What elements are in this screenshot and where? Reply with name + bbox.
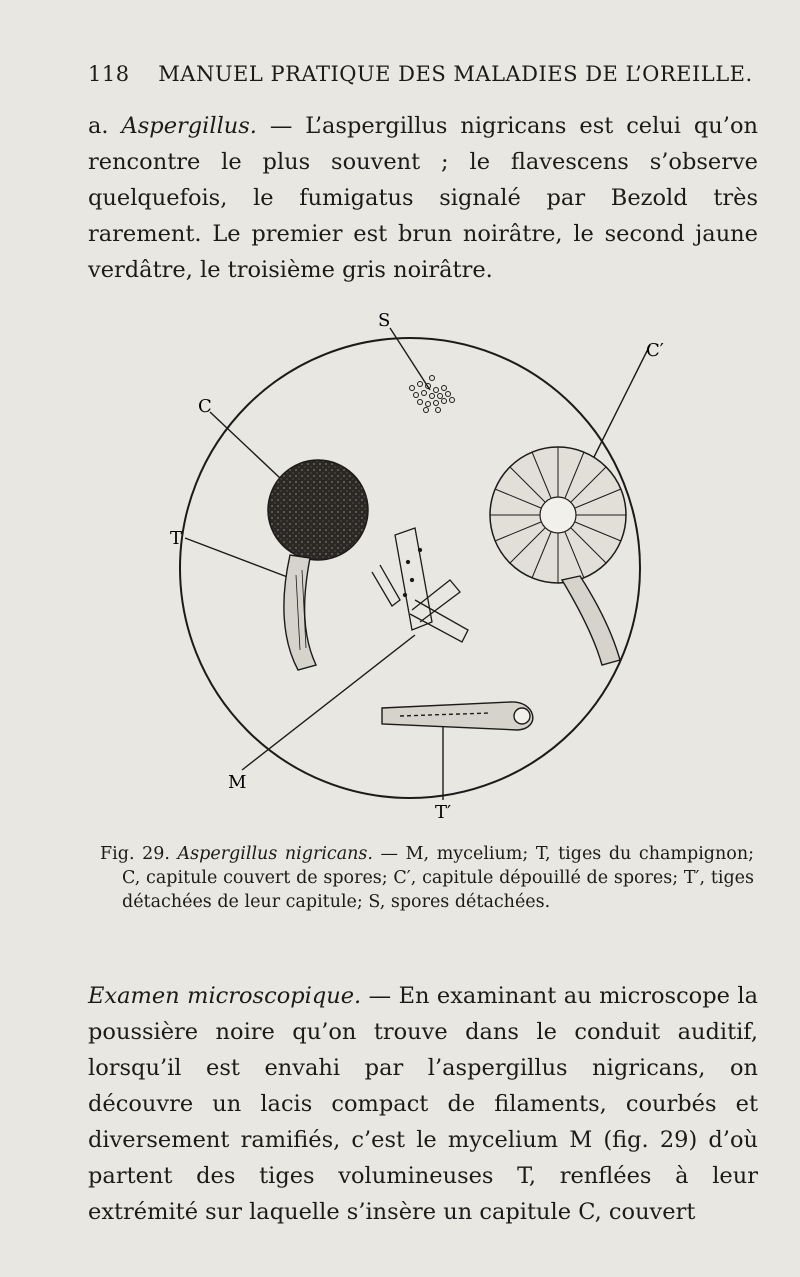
label-s: S bbox=[378, 310, 391, 331]
pointer-line-t bbox=[185, 538, 290, 578]
paragraph-text: — En examinant au microscope la poussière noire qu’on trouve dans le conduit auditif, lorsqu’il est envahi par l’aspergillus nigricans, on découvre un lacis compact de filaments, courbés et diversement ramifiés, c’est le mycelium M (fig. 29) d’où partent des tiges volumineuses T, renflées à leur extrémité sur laquelle s’insère un capitule C, couvert bbox=[88, 983, 758, 1225]
aspergillus-illustration bbox=[150, 300, 670, 830]
label-t-prime: T′ bbox=[435, 802, 452, 823]
figure-29 bbox=[150, 300, 670, 830]
caption-text: — M, mycelium; T, tiges du champignon; C, capitule couvert de spores; C′, capitule dépouillé de spores; T′, tiges détachées de leur capitule; S, spores détachées. bbox=[122, 844, 754, 912]
caption-title: Aspergillus nigricans. bbox=[177, 844, 373, 864]
paragraph-title: Examen microscopique. bbox=[88, 983, 362, 1009]
running-header bbox=[88, 62, 753, 86]
paragraph-text: — L’aspergillus nigricans est celui qu’on rencontre le plus souvent ; le flavescens s’observe quelquefois, le fumigatus signalé par Bezold très rarement. Le premier est brun noirâtre, le second jaune verdâtre, le troisième gris noirâtre. bbox=[88, 113, 758, 283]
label-c-prime: C′ bbox=[646, 340, 664, 361]
paragraph-aspergillus bbox=[88, 108, 758, 288]
running-title: MANUEL PRATIQUE DES MALADIES DE L’OREILLE. bbox=[158, 62, 753, 86]
paragraph-prefix: a. bbox=[88, 113, 109, 139]
figure-caption bbox=[100, 842, 754, 914]
capitule-stripped bbox=[490, 447, 626, 583]
page-number: 118 bbox=[88, 62, 130, 86]
pointer-line-c-prime bbox=[590, 345, 650, 465]
pointer-line-c bbox=[210, 412, 280, 478]
caption-fig-number: Fig. 29. bbox=[100, 844, 170, 864]
detached-spores bbox=[410, 376, 455, 413]
paragraph-examen bbox=[88, 978, 758, 1230]
label-c: C bbox=[198, 396, 212, 417]
stem-t bbox=[284, 555, 316, 670]
pointer-line-m bbox=[242, 635, 415, 770]
stem-c-prime bbox=[562, 576, 620, 665]
paragraph-title: Aspergillus. bbox=[121, 113, 257, 139]
mycelium bbox=[372, 528, 468, 642]
capitule-with-spores bbox=[268, 460, 368, 560]
label-m: M bbox=[228, 772, 247, 793]
label-t: T bbox=[170, 528, 183, 549]
detached-stem bbox=[382, 702, 533, 730]
